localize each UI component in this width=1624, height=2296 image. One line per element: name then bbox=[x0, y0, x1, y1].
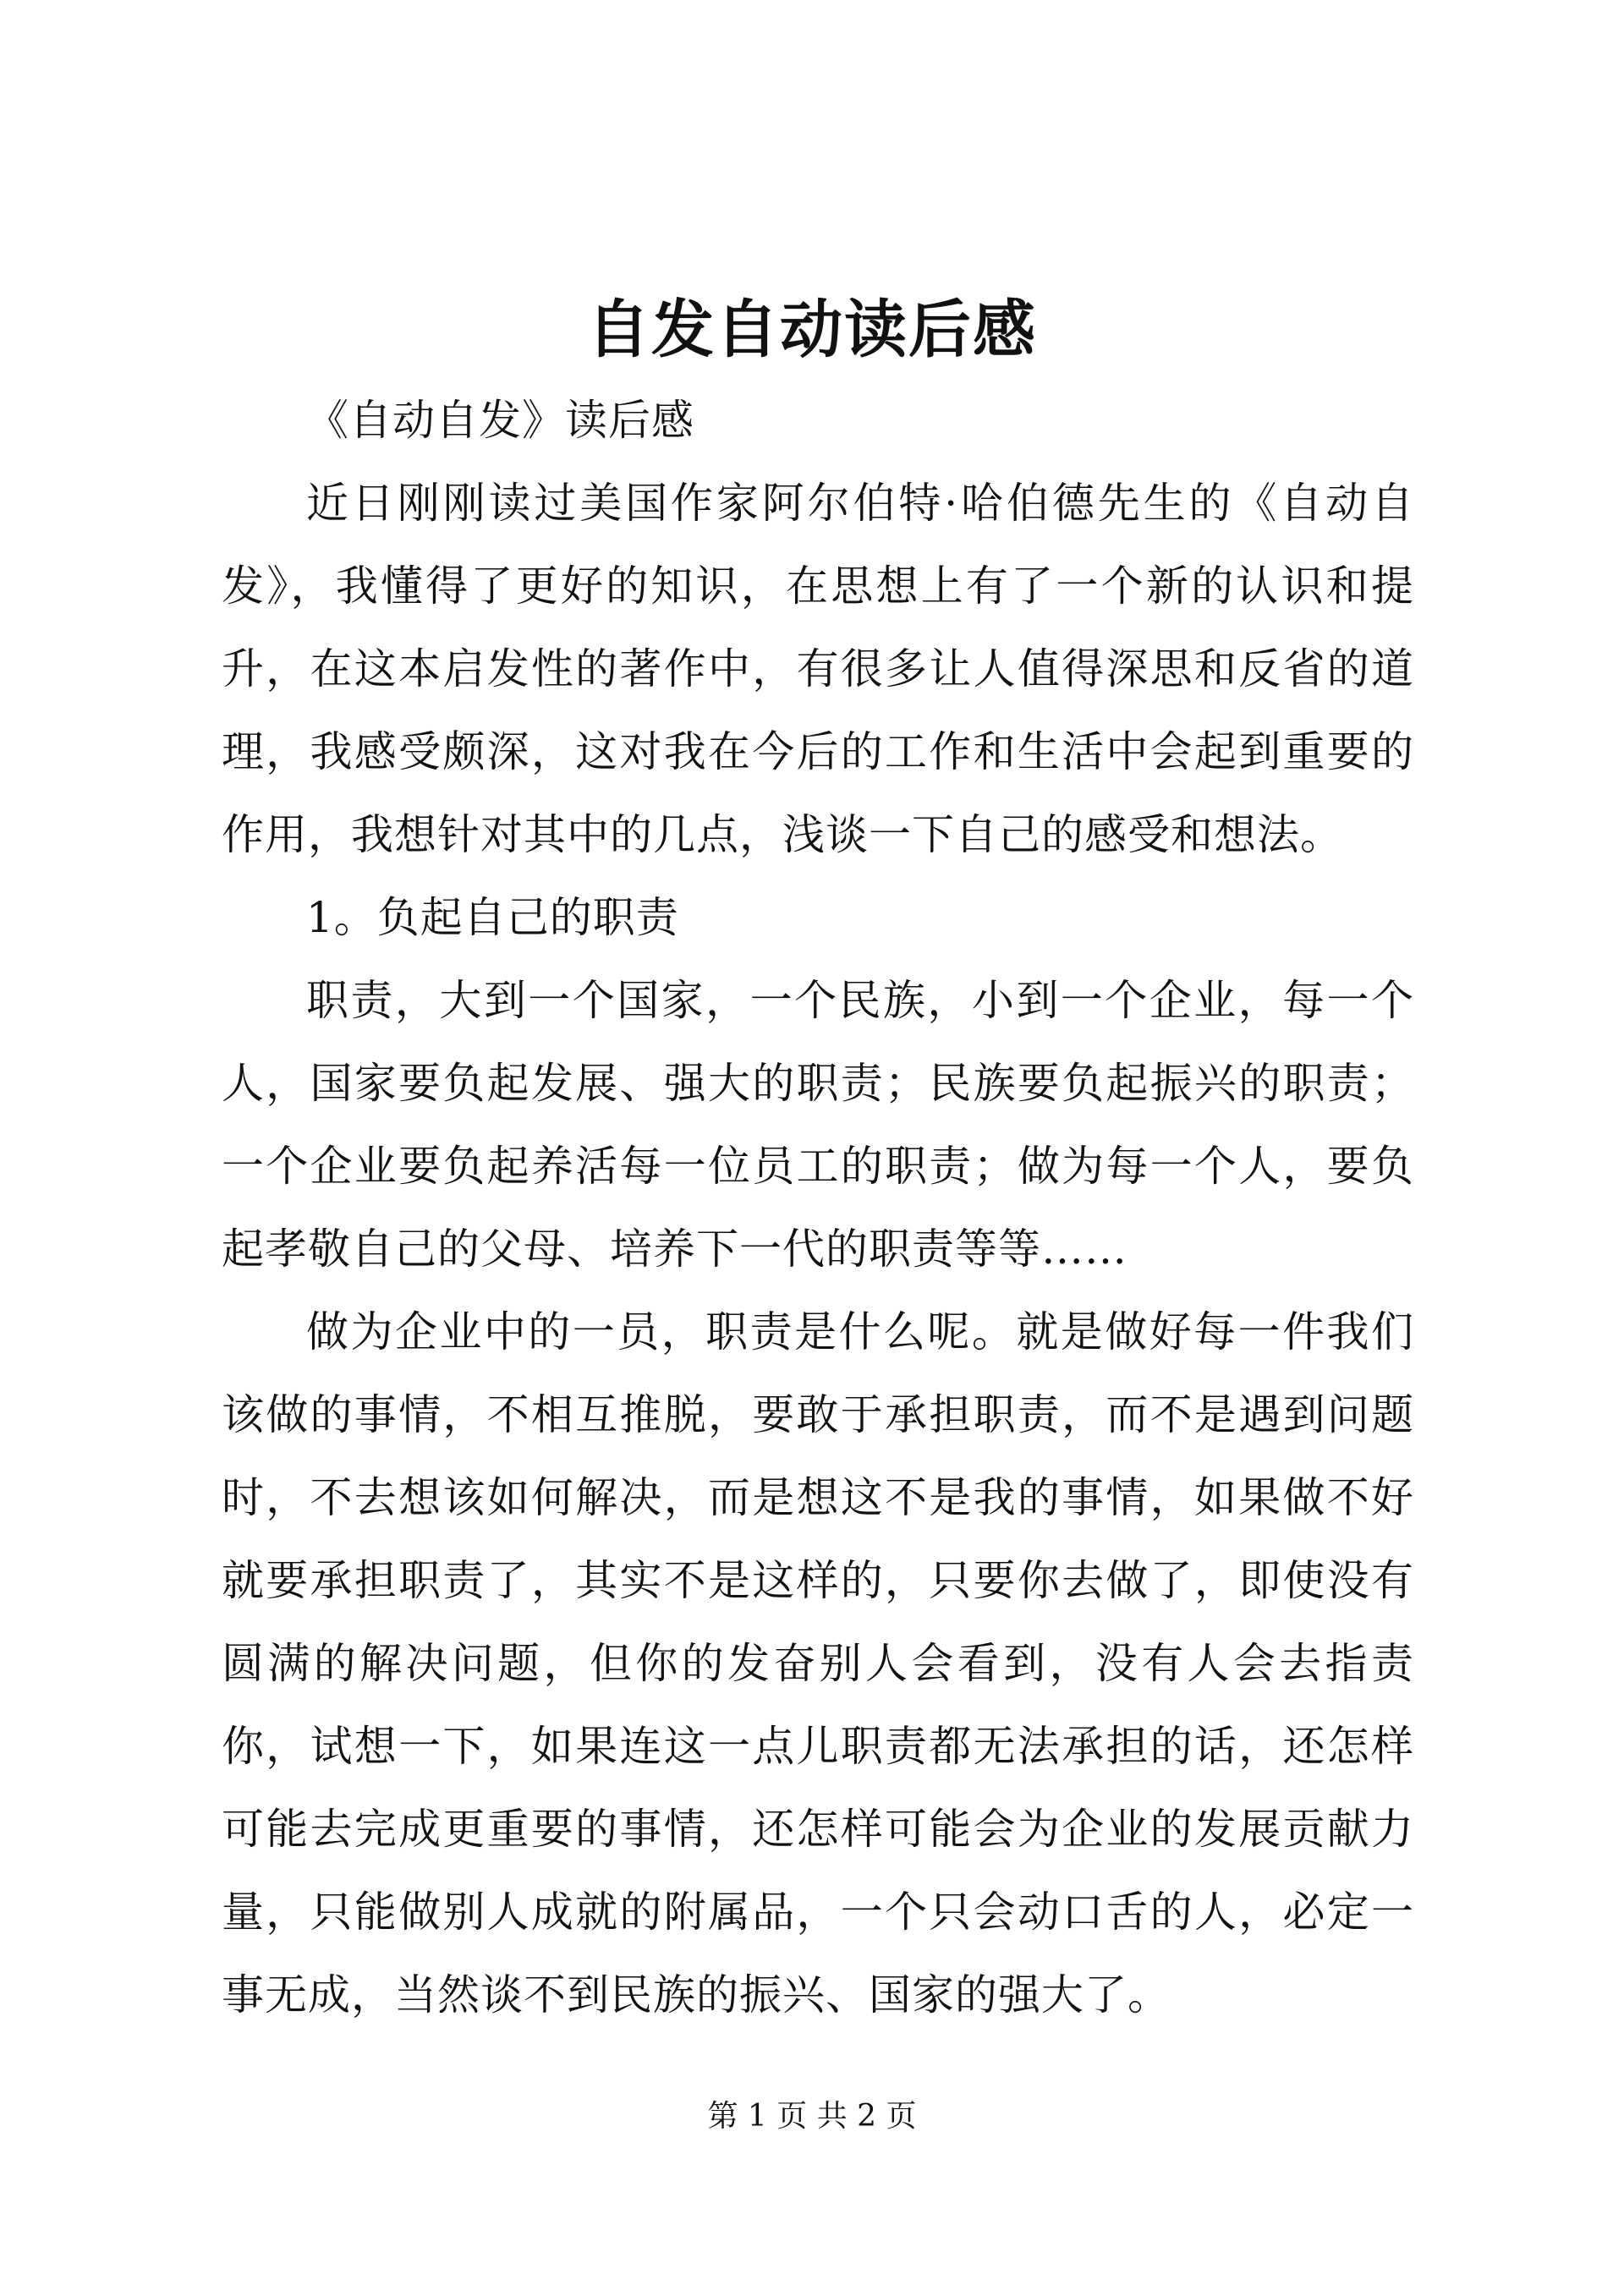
page-number-footer: 第 1 页 共 2 页 bbox=[707, 2099, 917, 2134]
document-title: 自发自动读后感 bbox=[587, 293, 1037, 366]
document-body bbox=[222, 379, 1414, 2036]
paragraph-subtitle: 《自动自发》读后感 bbox=[306, 396, 694, 445]
paragraph-responsibility: 职责，大到一个国家，一个民族，小到一个企业，每一个人，国家要负起发展、强大的职责；民族要负起振兴的职责；一个企业要负起养活每一位员工的职责；做为每一个人，要负起孝敬自己的父母、培养下一代的职责等等…… bbox=[222, 976, 1414, 1274]
section-heading-1: 1。负起自己的职责 bbox=[306, 893, 679, 942]
paragraph-employee-duty: 做为企业中的一员，职责是什么呢。就是做好每一件我们该做的事情，不相互推脱，要敢于承担职责，而不是遇到问题时，不去想该如何解决，而是想这不是我的事情，如果做不好就要承担职责了，其实不是这样的，只要你去做了，即使没有圆满的解决问题，但你的发奋别人会看到，没有人会去指责你，试想一下，如果连这一点儿职责都无法承担的话，还怎样可能去完成更重要的事情，还怎样可能会为企业的发展贡献力量，只能做别人成就的附属品，一个只会动口舌的人，必定一事无成，当然谈不到民族的振兴、国家的强大了。 bbox=[222, 1307, 1414, 2019]
paragraph-intro: 近日刚刚读过美国作家阿尔伯特·哈伯德先生的《自动自发》，我懂得了更好的知识，在思想上有了一个新的认识和提升，在这本启发性的著作中，有很多让人值得深思和反省的道理，我感受颇深，这对我在今后的工作和生活中会起到重要的作用，我想针对其中的几点，浅谈一下自己的感受和想法。 bbox=[222, 479, 1414, 859]
